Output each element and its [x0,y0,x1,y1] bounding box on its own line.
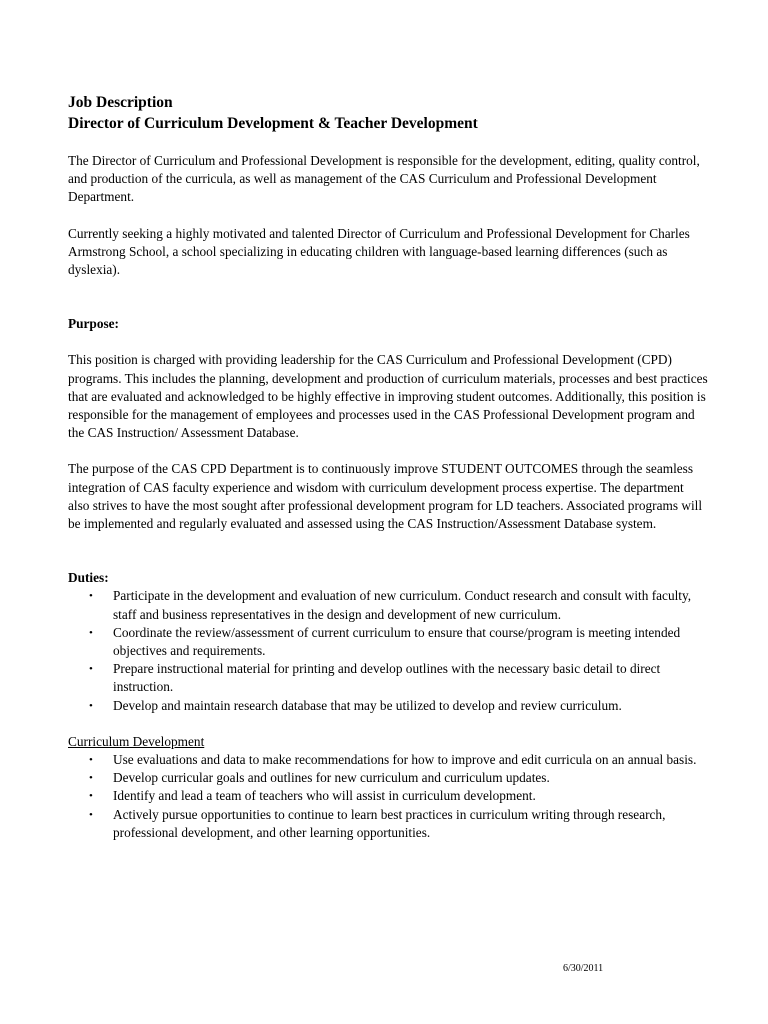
list-item-text: Prepare instructional material for printing and develop outlines with the necessary basic detail to direct instruction. [113,661,661,695]
duties-heading: Duties: [68,570,109,586]
bullet-icon: • [89,699,93,712]
purpose-paragraph-2: The purpose of the CAS CPD Department is to continuously improve STUDENT OUTCOMES through the seamless integration of CAS faculty experience and wisdom with curriculum development process expertise. The department also strives to have the most sought after professional development program for LD teachers. Associated programs will be implemented and regularly evaluated and assessed using the CAS Instruction/Assessment Database system. [68,461,703,532]
list-item-text: Coordinate the review/assessment of current curriculum to ensure that course/program is meeting intended objectives and requirements. [113,624,681,659]
list-item-text: Identify and lead a team of teachers who will assist in curriculum development. [113,788,536,804]
bullet-icon: • [89,626,93,639]
list-item-text: Use evaluations and data to make recommendations for how to improve and edit curricula on an annual basis. [113,752,697,768]
list-item [68,660,708,696]
purpose-paragraph-1: This position is charged with providing leadership for the CAS Curriculum and Professional Development (CPD) programs. This includes the planning, development and production of curriculum materials, processes and best practices that are evaluated and acknowledged to be highly effective in improving student outcomes. Additionally, this position is responsible for the management of employees and processes used in the CAS Professional Development program and the CAS Instruction/ Assessment Database. [68,352,708,441]
curriculum-development-heading: Curriculum Development [68,733,205,749]
bullet-icon: • [89,790,93,803]
list-item-text: Develop and maintain research database that may be utilized to develop and review curriculum. [113,697,622,713]
list-item [68,806,708,842]
document-title: Job Description [68,94,173,111]
list-item [68,587,708,623]
list-item-text: Develop curricular goals and outlines for new curriculum and curriculum updates. [113,770,550,786]
list-item [68,697,708,715]
bullet-icon: • [89,754,93,767]
list-item-text: Participate in the development and evaluation of new curriculum. Conduct research and consult with faculty, staff and business representatives in the design and development of new curriculum. [113,588,692,622]
bullet-icon: • [89,772,93,785]
bullet-icon: • [89,663,93,676]
intro-paragraph-2: Currently seeking a highly motivated and talented Director of Curriculum and Professional Development for Charles Armstrong School, a school specializing in educating children with language-based learning differences (such as dyslexia). [68,225,690,278]
purpose-heading: Purpose: [68,316,119,332]
duties-list [68,587,708,714]
list-item-text: Actively pursue opportunities to continue to learn best practices in curriculum writing through research, professional development, and other learning opportunities. [113,806,666,840]
list-item [68,624,708,660]
list-item [68,787,708,805]
document-subtitle: Director of Curriculum Development & Teacher Development [68,115,478,132]
bullet-icon: • [89,808,93,821]
intro-paragraph-1: The Director of Curriculum and Professional Development is responsible for the development, editing, quality control, and production of the curricula, as well as management of the CAS Curriculum and Professional Development Department. [68,153,700,205]
list-item [68,751,708,769]
curriculum-development-list [68,751,708,842]
bullet-icon: • [89,590,93,603]
document-body [68,92,708,842]
footer-date: 6/30/2011 [563,963,604,974]
list-item [68,769,708,787]
